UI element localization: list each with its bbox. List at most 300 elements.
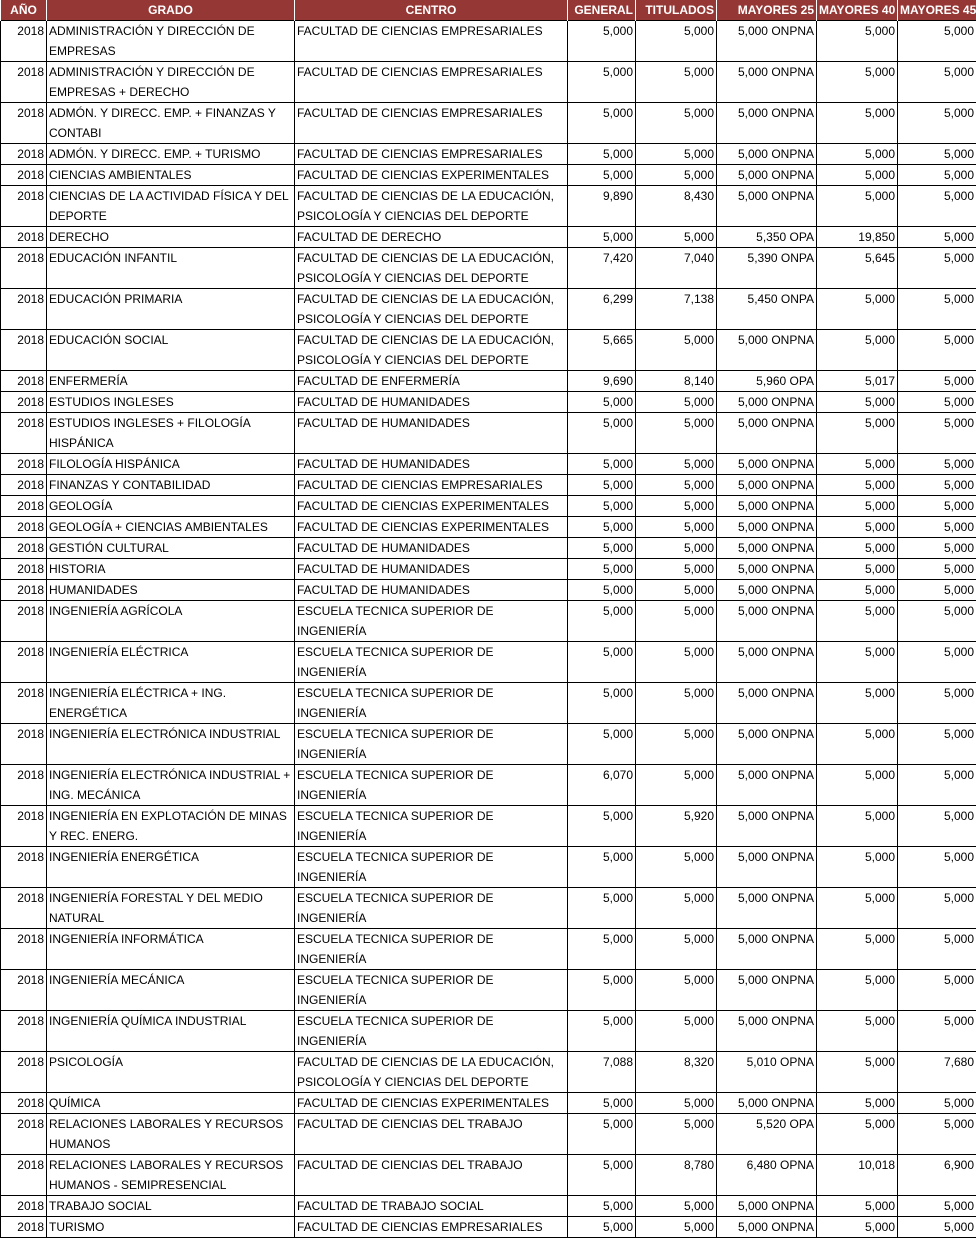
table-row <box>1 186 976 227</box>
cell-mayores-45: 5,000 <box>898 413 976 454</box>
cell-mayores-45: 5,000 <box>898 538 976 559</box>
table-row <box>1 475 976 496</box>
table-row <box>1 517 976 538</box>
cell-mayores-25: 5,000 ONPNA <box>717 970 817 1011</box>
cell-grado: INGENIERÍA AGRÍCOLA <box>47 601 295 642</box>
cell-mayores-40: 5,000 <box>817 601 898 642</box>
cell-mayores-40: 5,645 <box>817 248 898 289</box>
cell-ano: 2018 <box>1 1093 47 1114</box>
cell-mayores-40: 5,000 <box>817 454 898 475</box>
table-row <box>1 413 976 454</box>
cell-ano: 2018 <box>1 683 47 724</box>
cell-mayores-25: 5,000 ONPNA <box>717 392 817 413</box>
table-row <box>1 330 976 371</box>
cell-titulados: 5,000 <box>636 1011 717 1052</box>
cell-mayores-45: 5,000 <box>898 765 976 806</box>
cell-grado: INGENIERÍA EN EXPLOTACIÓN DE MINAS Y REC. ENERG. <box>47 806 295 847</box>
cell-mayores-40: 5,000 <box>817 186 898 227</box>
cell-centro: ESCUELA TECNICA SUPERIOR DE INGENIERÍA <box>295 806 568 847</box>
cell-mayores-25: 5,000 ONPNA <box>717 165 817 186</box>
cell-general: 5,000 <box>568 847 636 888</box>
table-row <box>1 1052 976 1093</box>
table-row <box>1 371 976 392</box>
cell-general: 5,000 <box>568 1114 636 1155</box>
table-row <box>1 454 976 475</box>
cell-ano: 2018 <box>1 1217 47 1238</box>
cell-general: 7,088 <box>568 1052 636 1093</box>
cell-grado: EDUCACIÓN PRIMARIA <box>47 289 295 330</box>
table-row <box>1 724 976 765</box>
cell-grado: HUMANIDADES <box>47 580 295 601</box>
cell-centro: FACULTAD DE CIENCIAS DE LA EDUCACIÓN, PSICOLOGÍA Y CIENCIAS DEL DEPORTE <box>295 1052 568 1093</box>
table-row <box>1 642 976 683</box>
table-row <box>1 559 976 580</box>
cell-ano: 2018 <box>1 970 47 1011</box>
cell-grado: INGENIERÍA ELECTRÓNICA INDUSTRIAL <box>47 724 295 765</box>
cell-titulados: 5,000 <box>636 1217 717 1238</box>
cell-mayores-45: 5,000 <box>898 144 976 165</box>
cell-mayores-45: 5,000 <box>898 289 976 330</box>
cell-mayores-25: 5,000 ONPNA <box>717 517 817 538</box>
cell-grado: FILOLOGÍA HISPÁNICA <box>47 454 295 475</box>
cell-ano: 2018 <box>1 371 47 392</box>
cell-mayores-25: 5,000 ONPNA <box>717 21 817 62</box>
cell-mayores-45: 5,000 <box>898 1011 976 1052</box>
cell-grado: PSICOLOGÍA <box>47 1052 295 1093</box>
cell-mayores-40: 5,000 <box>817 559 898 580</box>
cell-titulados: 5,000 <box>636 683 717 724</box>
cell-mayores-45: 5,000 <box>898 186 976 227</box>
cell-mayores-45: 6,900 <box>898 1155 976 1196</box>
cell-centro: FACULTAD DE HUMANIDADES <box>295 413 568 454</box>
cell-mayores-40: 5,000 <box>817 1196 898 1217</box>
cell-mayores-40: 5,000 <box>817 21 898 62</box>
cell-mayores-25: 5,000 ONPNA <box>717 724 817 765</box>
cell-ano: 2018 <box>1 538 47 559</box>
header-mayores-40: MAYORES 40 <box>817 0 898 21</box>
cell-mayores-40: 5,000 <box>817 392 898 413</box>
cell-mayores-25: 5,000 ONPNA <box>717 496 817 517</box>
cell-titulados: 5,000 <box>636 538 717 559</box>
cell-mayores-25: 5,000 ONPNA <box>717 144 817 165</box>
header-mayores-45: MAYORES 45 <box>898 0 976 21</box>
cell-general: 5,000 <box>568 454 636 475</box>
cell-general: 5,000 <box>568 580 636 601</box>
cell-mayores-25: 5,450 ONPA <box>717 289 817 330</box>
cell-ano: 2018 <box>1 330 47 371</box>
cell-grado: QUÍMICA <box>47 1093 295 1114</box>
cell-general: 7,420 <box>568 248 636 289</box>
cell-mayores-45: 5,000 <box>898 1217 976 1238</box>
cell-titulados: 5,000 <box>636 580 717 601</box>
cell-mayores-25: 5,520 OPA <box>717 1114 817 1155</box>
cell-mayores-40: 5,000 <box>817 1114 898 1155</box>
cell-ano: 2018 <box>1 1196 47 1217</box>
cell-centro: ESCUELA TECNICA SUPERIOR DE INGENIERÍA <box>295 601 568 642</box>
cell-centro: FACULTAD DE CIENCIAS DE LA EDUCACIÓN, PSICOLOGÍA Y CIENCIAS DEL DEPORTE <box>295 330 568 371</box>
cell-centro: ESCUELA TECNICA SUPERIOR DE INGENIERÍA <box>295 724 568 765</box>
cell-general: 9,890 <box>568 186 636 227</box>
cell-mayores-25: 5,000 ONPNA <box>717 642 817 683</box>
cell-mayores-25: 5,000 ONPNA <box>717 475 817 496</box>
cell-ano: 2018 <box>1 227 47 248</box>
cell-mayores-25: 5,000 ONPNA <box>717 847 817 888</box>
cell-titulados: 5,000 <box>636 475 717 496</box>
table-body <box>1 21 976 1238</box>
cell-centro: FACULTAD DE CIENCIAS DEL TRABAJO <box>295 1114 568 1155</box>
cell-general: 6,299 <box>568 289 636 330</box>
cell-mayores-40: 5,000 <box>817 496 898 517</box>
cell-mayores-40: 5,000 <box>817 642 898 683</box>
cell-mayores-25: 5,000 ONPNA <box>717 538 817 559</box>
cell-ano: 2018 <box>1 580 47 601</box>
cell-centro: FACULTAD DE CIENCIAS DE LA EDUCACIÓN, PSICOLOGÍA Y CIENCIAS DEL DEPORTE <box>295 248 568 289</box>
cell-grado: ADMINISTRACIÓN Y DIRECCIÓN DE EMPRESAS <box>47 21 295 62</box>
cell-titulados: 8,430 <box>636 186 717 227</box>
cell-grado: INGENIERÍA ELECTRÓNICA INDUSTRIAL + ING. MECÁNICA <box>47 765 295 806</box>
cell-centro: FACULTAD DE HUMANIDADES <box>295 538 568 559</box>
cell-mayores-40: 19,850 <box>817 227 898 248</box>
table-row <box>1 227 976 248</box>
cell-mayores-25: 5,000 ONPNA <box>717 1011 817 1052</box>
cell-grado: ENFERMERÍA <box>47 371 295 392</box>
cell-centro: FACULTAD DE CIENCIAS EMPRESARIALES <box>295 62 568 103</box>
cell-grado: INGENIERÍA ENERGÉTICA <box>47 847 295 888</box>
cell-grado: EDUCACIÓN INFANTIL <box>47 248 295 289</box>
cell-mayores-40: 5,000 <box>817 517 898 538</box>
cell-mayores-40: 10,018 <box>817 1155 898 1196</box>
cell-general: 5,000 <box>568 1217 636 1238</box>
cell-titulados: 5,000 <box>636 103 717 144</box>
cell-ano: 2018 <box>1 847 47 888</box>
cell-ano: 2018 <box>1 724 47 765</box>
cell-grado: INGENIERÍA MECÁNICA <box>47 970 295 1011</box>
cell-general: 5,000 <box>568 475 636 496</box>
table-row <box>1 580 976 601</box>
cell-mayores-40: 5,017 <box>817 371 898 392</box>
cell-mayores-25: 5,960 OPA <box>717 371 817 392</box>
cell-mayores-45: 5,000 <box>898 888 976 929</box>
cell-titulados: 5,000 <box>636 970 717 1011</box>
cell-grado: INGENIERÍA ELÉCTRICA <box>47 642 295 683</box>
table-row <box>1 103 976 144</box>
cell-ano: 2018 <box>1 806 47 847</box>
cell-ano: 2018 <box>1 103 47 144</box>
cell-grado: GEOLOGÍA + CIENCIAS AMBIENTALES <box>47 517 295 538</box>
cell-centro: FACULTAD DE HUMANIDADES <box>295 392 568 413</box>
cell-grado: ESTUDIOS INGLESES + FILOLOGÍA HISPÁNICA <box>47 413 295 454</box>
cell-mayores-25: 5,000 ONPNA <box>717 580 817 601</box>
table-row <box>1 538 976 559</box>
cell-titulados: 5,000 <box>636 559 717 580</box>
cell-centro: FACULTAD DE CIENCIAS EMPRESARIALES <box>295 1217 568 1238</box>
cell-titulados: 5,000 <box>636 1114 717 1155</box>
cell-grado: RELACIONES LABORALES Y RECURSOS HUMANOS <box>47 1114 295 1155</box>
cell-general: 5,000 <box>568 165 636 186</box>
cell-centro: FACULTAD DE HUMANIDADES <box>295 454 568 475</box>
cell-mayores-45: 5,000 <box>898 475 976 496</box>
cell-general: 5,000 <box>568 683 636 724</box>
cell-titulados: 5,000 <box>636 1093 717 1114</box>
cell-ano: 2018 <box>1 392 47 413</box>
cell-titulados: 8,320 <box>636 1052 717 1093</box>
cell-mayores-25: 5,000 ONPNA <box>717 1217 817 1238</box>
cell-mayores-25: 5,000 ONPNA <box>717 413 817 454</box>
cell-titulados: 5,000 <box>636 392 717 413</box>
cell-mayores-45: 5,000 <box>898 929 976 970</box>
cell-centro: ESCUELA TECNICA SUPERIOR DE INGENIERÍA <box>295 847 568 888</box>
cell-grado: HISTORIA <box>47 559 295 580</box>
cell-centro: ESCUELA TECNICA SUPERIOR DE INGENIERÍA <box>295 970 568 1011</box>
cell-ano: 2018 <box>1 1011 47 1052</box>
cell-mayores-40: 5,000 <box>817 538 898 559</box>
header-ano: AÑO <box>1 0 47 21</box>
cell-grado: INGENIERÍA FORESTAL Y DEL MEDIO NATURAL <box>47 888 295 929</box>
cell-grado: ADMÓN. Y DIRECC. EMP. + TURISMO <box>47 144 295 165</box>
cell-mayores-25: 6,480 OPNA <box>717 1155 817 1196</box>
cell-mayores-45: 5,000 <box>898 371 976 392</box>
cell-mayores-40: 5,000 <box>817 165 898 186</box>
cell-ano: 2018 <box>1 21 47 62</box>
cell-mayores-45: 5,000 <box>898 227 976 248</box>
cell-general: 5,000 <box>568 538 636 559</box>
cell-mayores-45: 5,000 <box>898 62 976 103</box>
cell-mayores-25: 5,000 ONPNA <box>717 330 817 371</box>
cell-mayores-40: 5,000 <box>817 1093 898 1114</box>
cell-titulados: 8,780 <box>636 1155 717 1196</box>
table-row <box>1 144 976 165</box>
cell-mayores-25: 5,000 ONPNA <box>717 1196 817 1217</box>
cell-mayores-45: 5,000 <box>898 496 976 517</box>
cell-ano: 2018 <box>1 144 47 165</box>
cell-general: 5,000 <box>568 929 636 970</box>
cell-mayores-45: 5,000 <box>898 806 976 847</box>
cell-titulados: 5,000 <box>636 62 717 103</box>
table-row <box>1 1155 976 1196</box>
cell-mayores-45: 7,680 <box>898 1052 976 1093</box>
cell-mayores-45: 5,000 <box>898 21 976 62</box>
cell-mayores-25: 5,000 ONPNA <box>717 559 817 580</box>
cell-mayores-25: 5,390 ONPA <box>717 248 817 289</box>
cell-general: 5,000 <box>568 970 636 1011</box>
cell-mayores-40: 5,000 <box>817 888 898 929</box>
cell-mayores-45: 5,000 <box>898 103 976 144</box>
cell-ano: 2018 <box>1 165 47 186</box>
cell-ano: 2018 <box>1 289 47 330</box>
cell-titulados: 5,000 <box>636 454 717 475</box>
cell-mayores-40: 5,000 <box>817 1052 898 1093</box>
cell-titulados: 5,000 <box>636 144 717 165</box>
cell-centro: FACULTAD DE CIENCIAS EXPERIMENTALES <box>295 1093 568 1114</box>
cell-ano: 2018 <box>1 642 47 683</box>
cell-ano: 2018 <box>1 248 47 289</box>
table-row <box>1 765 976 806</box>
cell-grado: TURISMO <box>47 1217 295 1238</box>
table-row <box>1 929 976 970</box>
cell-centro: FACULTAD DE CIENCIAS EMPRESARIALES <box>295 103 568 144</box>
table-row <box>1 683 976 724</box>
cell-general: 5,000 <box>568 62 636 103</box>
cell-mayores-40: 5,000 <box>817 1217 898 1238</box>
cell-titulados: 5,000 <box>636 330 717 371</box>
cell-mayores-25: 5,010 OPNA <box>717 1052 817 1093</box>
cell-general: 5,000 <box>568 103 636 144</box>
cell-titulados: 5,000 <box>636 165 717 186</box>
cell-centro: ESCUELA TECNICA SUPERIOR DE INGENIERÍA <box>295 929 568 970</box>
table-row <box>1 248 976 289</box>
cell-centro: FACULTAD DE CIENCIAS DEL TRABAJO <box>295 1155 568 1196</box>
cell-general: 5,000 <box>568 642 636 683</box>
cell-mayores-25: 5,000 ONPNA <box>717 62 817 103</box>
cell-mayores-25: 5,000 ONPNA <box>717 186 817 227</box>
cell-ano: 2018 <box>1 496 47 517</box>
cell-grado: GESTIÓN CULTURAL <box>47 538 295 559</box>
cell-titulados: 5,000 <box>636 724 717 765</box>
cell-titulados: 5,000 <box>636 847 717 888</box>
cell-centro: FACULTAD DE CIENCIAS EXPERIMENTALES <box>295 165 568 186</box>
cell-mayores-40: 5,000 <box>817 683 898 724</box>
table-row <box>1 62 976 103</box>
cell-mayores-25: 5,000 ONPNA <box>717 1093 817 1114</box>
cell-mayores-40: 5,000 <box>817 1011 898 1052</box>
cell-general: 5,000 <box>568 1093 636 1114</box>
cell-titulados: 5,000 <box>636 21 717 62</box>
cell-centro: FACULTAD DE DERECHO <box>295 227 568 248</box>
cell-ano: 2018 <box>1 454 47 475</box>
cell-grado: RELACIONES LABORALES Y RECURSOS HUMANOS - SEMIPRESENCIAL <box>47 1155 295 1196</box>
cell-titulados: 5,000 <box>636 496 717 517</box>
cell-mayores-45: 5,000 <box>898 248 976 289</box>
cell-general: 5,000 <box>568 144 636 165</box>
cell-mayores-45: 5,000 <box>898 847 976 888</box>
cell-ano: 2018 <box>1 601 47 642</box>
cell-titulados: 7,040 <box>636 248 717 289</box>
cell-general: 5,665 <box>568 330 636 371</box>
cell-general: 5,000 <box>568 517 636 538</box>
cell-mayores-25: 5,000 ONPNA <box>717 929 817 970</box>
cell-mayores-40: 5,000 <box>817 847 898 888</box>
cell-grado: FINANZAS Y CONTABILIDAD <box>47 475 295 496</box>
cell-mayores-45: 5,000 <box>898 1196 976 1217</box>
cell-mayores-40: 5,000 <box>817 765 898 806</box>
cell-mayores-40: 5,000 <box>817 475 898 496</box>
cell-centro: FACULTAD DE CIENCIAS DE LA EDUCACIÓN, PSICOLOGÍA Y CIENCIAS DEL DEPORTE <box>295 289 568 330</box>
cell-titulados: 7,138 <box>636 289 717 330</box>
cell-ano: 2018 <box>1 517 47 538</box>
header-general: GENERAL <box>568 0 636 21</box>
cell-mayores-45: 5,000 <box>898 392 976 413</box>
cell-mayores-40: 5,000 <box>817 413 898 454</box>
cell-titulados: 5,000 <box>636 517 717 538</box>
table-row <box>1 21 976 62</box>
cell-grado: ESTUDIOS INGLESES <box>47 392 295 413</box>
cell-centro: FACULTAD DE HUMANIDADES <box>295 559 568 580</box>
cell-general: 6,070 <box>568 765 636 806</box>
cell-titulados: 5,000 <box>636 413 717 454</box>
cell-ano: 2018 <box>1 62 47 103</box>
cell-grado: EDUCACIÓN SOCIAL <box>47 330 295 371</box>
cell-titulados: 5,000 <box>636 888 717 929</box>
cell-grado: INGENIERÍA ELÉCTRICA + ING. ENERGÉTICA <box>47 683 295 724</box>
cell-centro: FACULTAD DE CIENCIAS EXPERIMENTALES <box>295 517 568 538</box>
cell-general: 5,000 <box>568 227 636 248</box>
header-grado: GRADO <box>47 0 295 21</box>
cell-mayores-45: 5,000 <box>898 683 976 724</box>
cell-ano: 2018 <box>1 765 47 806</box>
table-row <box>1 392 976 413</box>
cell-mayores-40: 5,000 <box>817 289 898 330</box>
table-row <box>1 847 976 888</box>
cell-centro: ESCUELA TECNICA SUPERIOR DE INGENIERÍA <box>295 765 568 806</box>
table-row <box>1 1093 976 1114</box>
cell-grado: ADMÓN. Y DIRECC. EMP. + FINANZAS Y CONTABI <box>47 103 295 144</box>
cell-grado: DERECHO <box>47 227 295 248</box>
cell-mayores-40: 5,000 <box>817 929 898 970</box>
cell-mayores-40: 5,000 <box>817 330 898 371</box>
cell-grado: GEOLOGÍA <box>47 496 295 517</box>
cell-mayores-40: 5,000 <box>817 970 898 1011</box>
cell-general: 5,000 <box>568 888 636 929</box>
header-row <box>1 0 976 21</box>
table-row <box>1 165 976 186</box>
cell-general: 5,000 <box>568 413 636 454</box>
cell-ano: 2018 <box>1 559 47 580</box>
table-row <box>1 1011 976 1052</box>
cell-mayores-25: 5,000 ONPNA <box>717 683 817 724</box>
table-row <box>1 601 976 642</box>
cell-mayores-45: 5,000 <box>898 1093 976 1114</box>
cell-ano: 2018 <box>1 888 47 929</box>
cell-centro: FACULTAD DE CIENCIAS EMPRESARIALES <box>295 21 568 62</box>
cell-titulados: 5,000 <box>636 765 717 806</box>
cell-grado: CIENCIAS AMBIENTALES <box>47 165 295 186</box>
cell-mayores-40: 5,000 <box>817 103 898 144</box>
cell-mayores-25: 5,000 ONPNA <box>717 806 817 847</box>
cell-general: 5,000 <box>568 806 636 847</box>
cell-mayores-40: 5,000 <box>817 62 898 103</box>
cell-mayores-45: 5,000 <box>898 724 976 765</box>
cell-centro: FACULTAD DE CIENCIAS EMPRESARIALES <box>295 144 568 165</box>
cell-ano: 2018 <box>1 186 47 227</box>
cell-general: 5,000 <box>568 1196 636 1217</box>
cell-grado: INGENIERÍA INFORMÁTICA <box>47 929 295 970</box>
cell-grado: INGENIERÍA QUÍMICA INDUSTRIAL <box>47 1011 295 1052</box>
table-row <box>1 888 976 929</box>
cell-mayores-25: 5,000 ONPNA <box>717 601 817 642</box>
cell-mayores-25: 5,000 ONPNA <box>717 888 817 929</box>
cell-titulados: 5,000 <box>636 642 717 683</box>
cell-titulados: 5,000 <box>636 1196 717 1217</box>
table-row <box>1 806 976 847</box>
cell-mayores-45: 5,000 <box>898 517 976 538</box>
cell-mayores-45: 5,000 <box>898 601 976 642</box>
table-row <box>1 970 976 1011</box>
cell-centro: FACULTAD DE HUMANIDADES <box>295 580 568 601</box>
cell-general: 5,000 <box>568 601 636 642</box>
cell-mayores-25: 5,000 ONPNA <box>717 454 817 475</box>
cell-mayores-45: 5,000 <box>898 165 976 186</box>
cell-centro: FACULTAD DE ENFERMERÍA <box>295 371 568 392</box>
cell-centro: ESCUELA TECNICA SUPERIOR DE INGENIERÍA <box>295 888 568 929</box>
table-row <box>1 496 976 517</box>
cell-general: 5,000 <box>568 21 636 62</box>
cell-centro: FACULTAD DE CIENCIAS DE LA EDUCACIÓN, PSICOLOGÍA Y CIENCIAS DEL DEPORTE <box>295 186 568 227</box>
cell-mayores-40: 5,000 <box>817 806 898 847</box>
cell-ano: 2018 <box>1 475 47 496</box>
cell-general: 5,000 <box>568 724 636 765</box>
cell-centro: FACULTAD DE CIENCIAS EMPRESARIALES <box>295 475 568 496</box>
cell-centro: FACULTAD DE CIENCIAS EXPERIMENTALES <box>295 496 568 517</box>
